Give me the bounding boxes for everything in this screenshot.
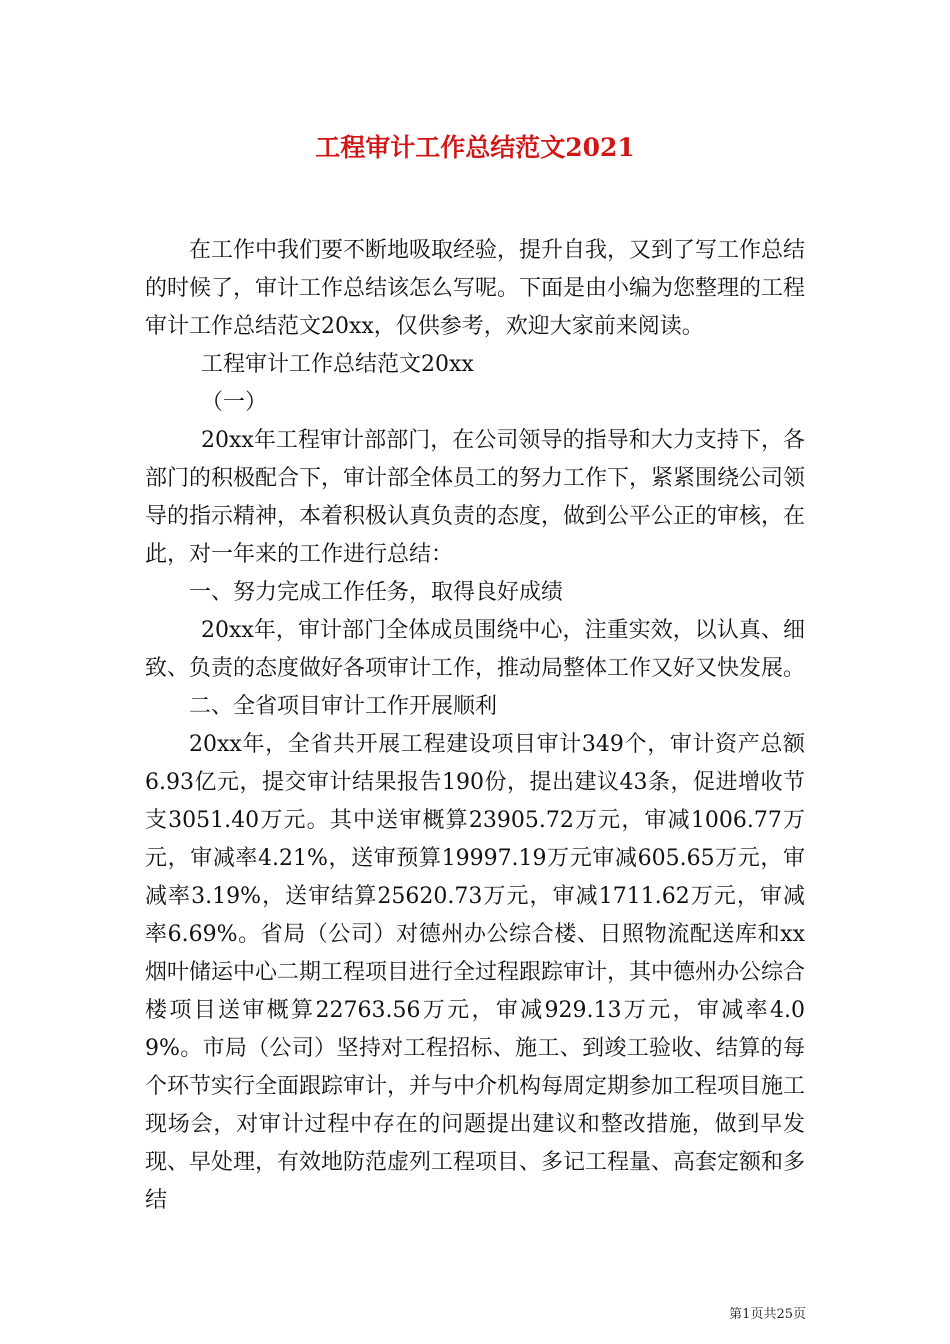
subtitle-line: 工程审计工作总结范文20xx <box>201 352 474 377</box>
heading-two: 二、全省项目审计工作开展顺利 <box>189 694 498 719</box>
overview-paragraph: 20xx年工程审计部部门，在公司领导的指导和大力支持下，各部门的积极配合下，审计部全体员工的努力工作下，紧紧围绕公司领导的指示精神，本着积极认真负责的态度，做到公平公正的审核，在此，对一年来的工作进行总结： <box>145 428 806 567</box>
section-number: （一） <box>201 390 268 415</box>
page-number-footer: 第1页共25页 <box>729 1307 806 1322</box>
intro-paragraph: 在工作中我们要不断地吸取经验，提升自我，又到了写工作总结的时候了，审计工作总结该怎么写呢。下面是由小编为您整理的工程审计工作总结范文20xx，仅供参考，欢迎大家前来阅读。 <box>145 238 806 339</box>
heading-one-paragraph: 20xx年，审计部门全体成员围绕中心，注重实效，以认真、细致、负责的态度做好各项审计工作，推动局整体工作又好又快发展。 <box>145 618 806 681</box>
document-title: 工程审计工作总结范文2021 <box>315 133 635 162</box>
heading-two-paragraph: 20xx年，全省共开展工程建设项目审计349个，审计资产总额6.93亿元，提交审计结果报告190份，提出建议43条，促进增收节支3051.40万元。其中送审概算23905.72万元，审减1006.77万元，审减率4.21%，送审预算19997.19万元审减605.65万元，审减率3.19%，送审结算25620.73万元，审减1711.62万元，审减率6.69%。省局（公司）对德州办公综合楼、日照物流配送库和xx烟叶储运中心二期工程项目进行全过程跟踪审计，其中德州办公综合楼项目送审概算22763.56万元，审减929.13万元，审减率4.09%。市局（公司）坚持对工程招标、施工、到竣工验收、结算的每个环节实行全面跟踪审计，并与中介机构每周定期参加工程项目施工现场会，对审计过程中存在的问题提出建议和整改措施，做到早发现、早处理，有效地防范虚列工程项目、多记工程量、高套定额和多结 <box>145 732 806 1213</box>
heading-one: 一、努力完成工作任务，取得良好成绩 <box>189 580 564 605</box>
document-body <box>145 232 805 1220</box>
